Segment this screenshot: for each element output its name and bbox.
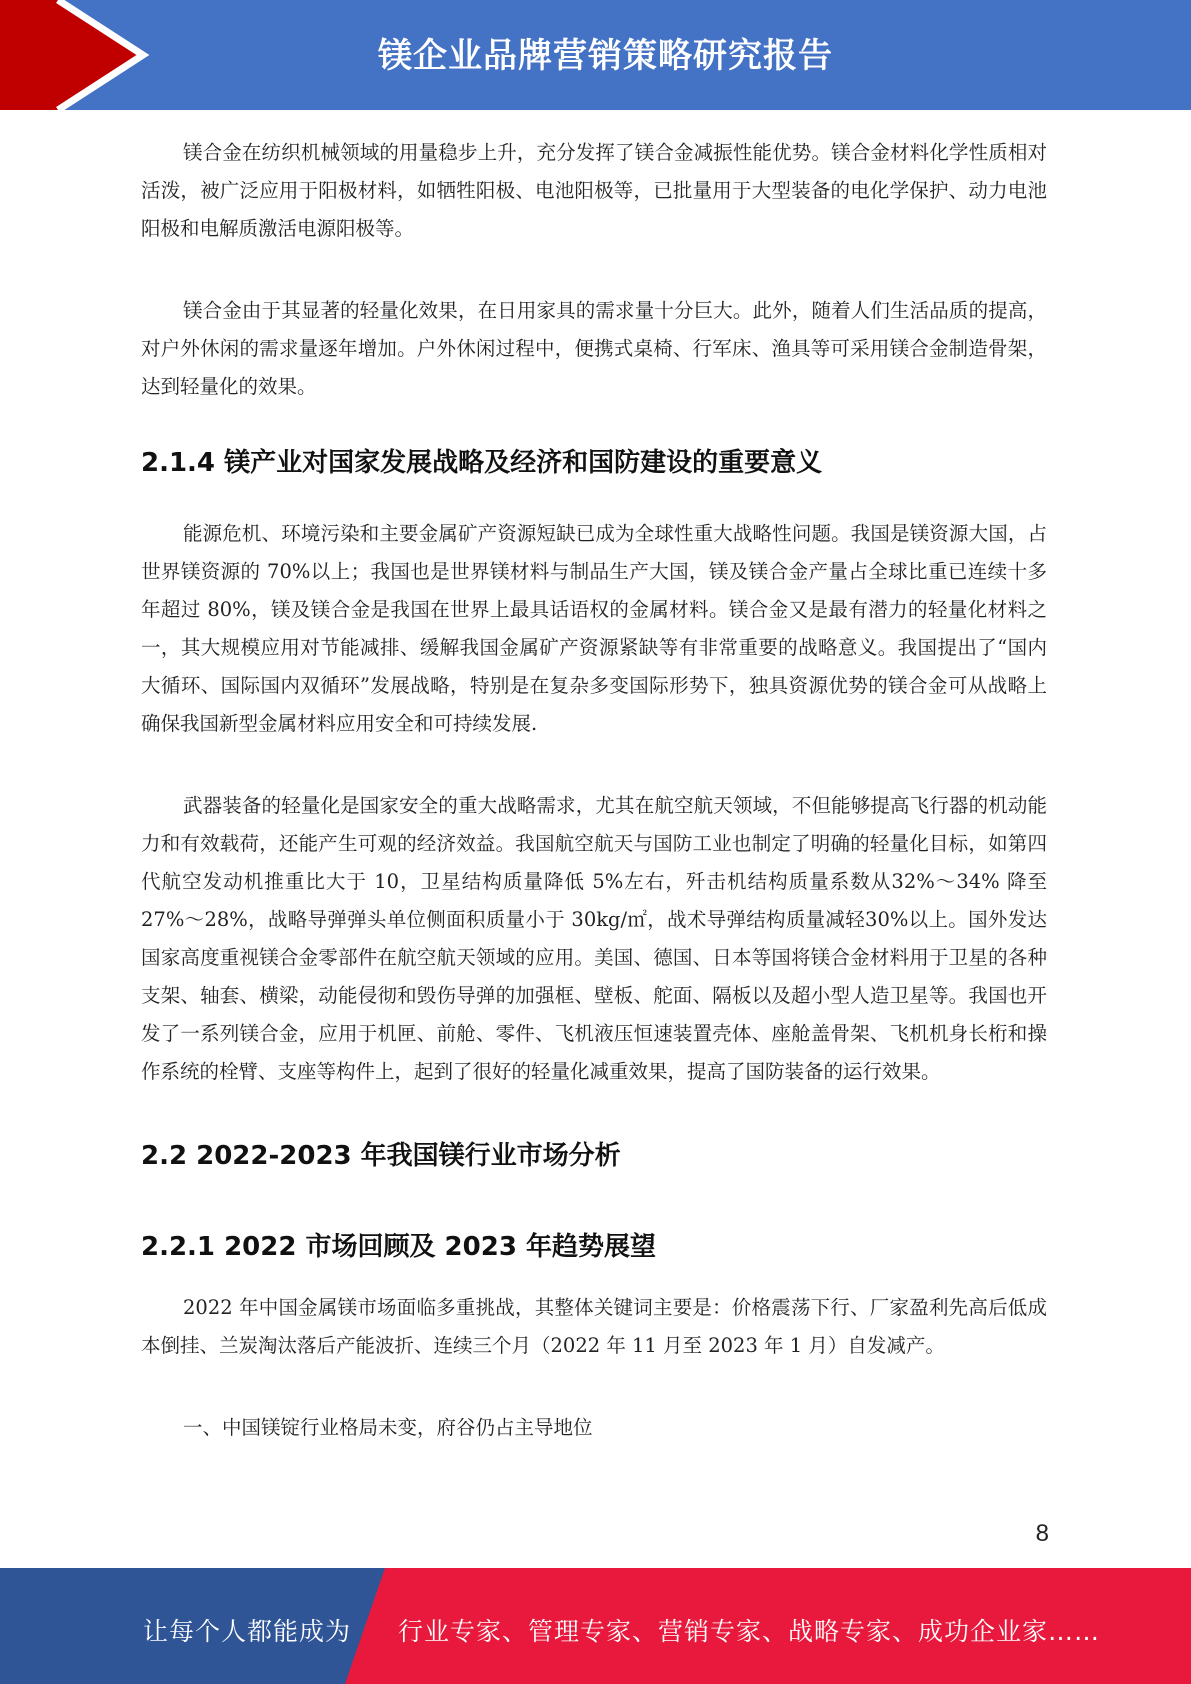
paragraph: 能源危机、环境污染和主要金属矿产资源短缺已成为全球性重大战略性问题。我国是镁资源大国，占世界镁资源的 70%以上；我国也是世界镁材料与制品生产大国，镁及镁合金产量占全球比重已连续十多年超过 80%，镁及镁合金是我国在世界上最具话语权的金属材料。镁合金又是最有潜力的轻量化材料之一，其大规模应用对节能减排、缓解我国金属矿产资源紧缺等有非常重要的战略意义。我国提出了“国内大循环、国际国内双循环”发展战略，特别是在复杂多变国际形势下，独具资源优势的镁合金可从战略上确保我国新型金属材料应用安全和可持续发展. [141, 522, 1047, 735]
footer-slogan-left: 让每个人都能成为 [143, 1617, 352, 1646]
section-heading: 2.2 2022-2023 年我国镁行业市场分析 [141, 1141, 621, 1171]
footer-slogan-right: 行业专家、管理专家、营销专家、战略专家、成功企业家…… [398, 1617, 1101, 1646]
document-body [141, 134, 1047, 1491]
paragraph: 一、中国镁锭行业格局未变，府谷仍占主导地位 [183, 1416, 593, 1439]
report-title: 镁企业品牌营销策略研究报告 [378, 36, 833, 76]
page-number: 8 [1035, 1520, 1049, 1547]
paragraph: 镁合金在纺织机械领域的用量稳步上升，充分发挥了镁合金减振性能优势。镁合金材料化学性质相对活泼，被广泛应用于阳极材料，如牺牲阳极、电池阳极等，已批量用于大型装备的电化学保护、动力电池阳极和电解质激活电源阳极等。 [141, 141, 1047, 240]
paragraph: 武器装备的轻量化是国家安全的重大战略需求，尤其在航空航天领域，不但能够提高飞行器的机动能力和有效载荷，还能产生可观的经济效益。我国航空航天与国防工业也制定了明确的轻量化目标，如第四代航空发动机推重比大于 10，卫星结构质量降低 5%左右，歼击机结构质量系数从32%～34% 降至 27%～28%，战略导弹弹头单位侧面积质量小于 30kg/㎡，战术导弹结构质量减轻30%以上。国外发达国家高度重视镁合金零部件在航空航天领域的应用。美国、德国、日本等国将镁合金材料用于卫星的各种支架、轴套、横梁，动能侵彻和毁伤导弹的加强框、壁板、舵面、隔板以及超小型人造卫星等。我国也开发了一系列镁合金，应用于机匣、前舱、零件、飞机液压恒速装置壳体、座舱盖骨架、飞机机身长桁和操作系统的栓臂、支座等构件上，起到了很好的轻量化减重效果，提高了国防装备的运行效果。 [141, 794, 1047, 1083]
page-header [0, 0, 1191, 110]
section-heading: 2.1.4 镁产业对国家发展战略及经济和国防建设的重要意义 [141, 448, 823, 478]
paragraph: 镁合金由于其显著的轻量化效果，在日用家具的需求量十分巨大。此外，随着人们生活品质的提高，对户外休闲的需求量逐年增加。户外休闲过程中，便携式桌椅、行军床、渔具等可采用镁合金制造骨架，达到轻量化的效果。 [141, 299, 1047, 398]
page-footer [0, 1568, 1191, 1684]
section-heading: 2.2.1 2022 市场回顾及 2023 年趋势展望 [141, 1232, 656, 1262]
paragraph: 2022 年中国金属镁市场面临多重挑战，其整体关键词主要是：价格震荡下行、厂家盈利先高后低成本倒挂、兰炭淘汰落后产能波折、连续三个月（2022 年 11 月至 2023 年 1 月）自发减产。 [141, 1296, 1047, 1357]
